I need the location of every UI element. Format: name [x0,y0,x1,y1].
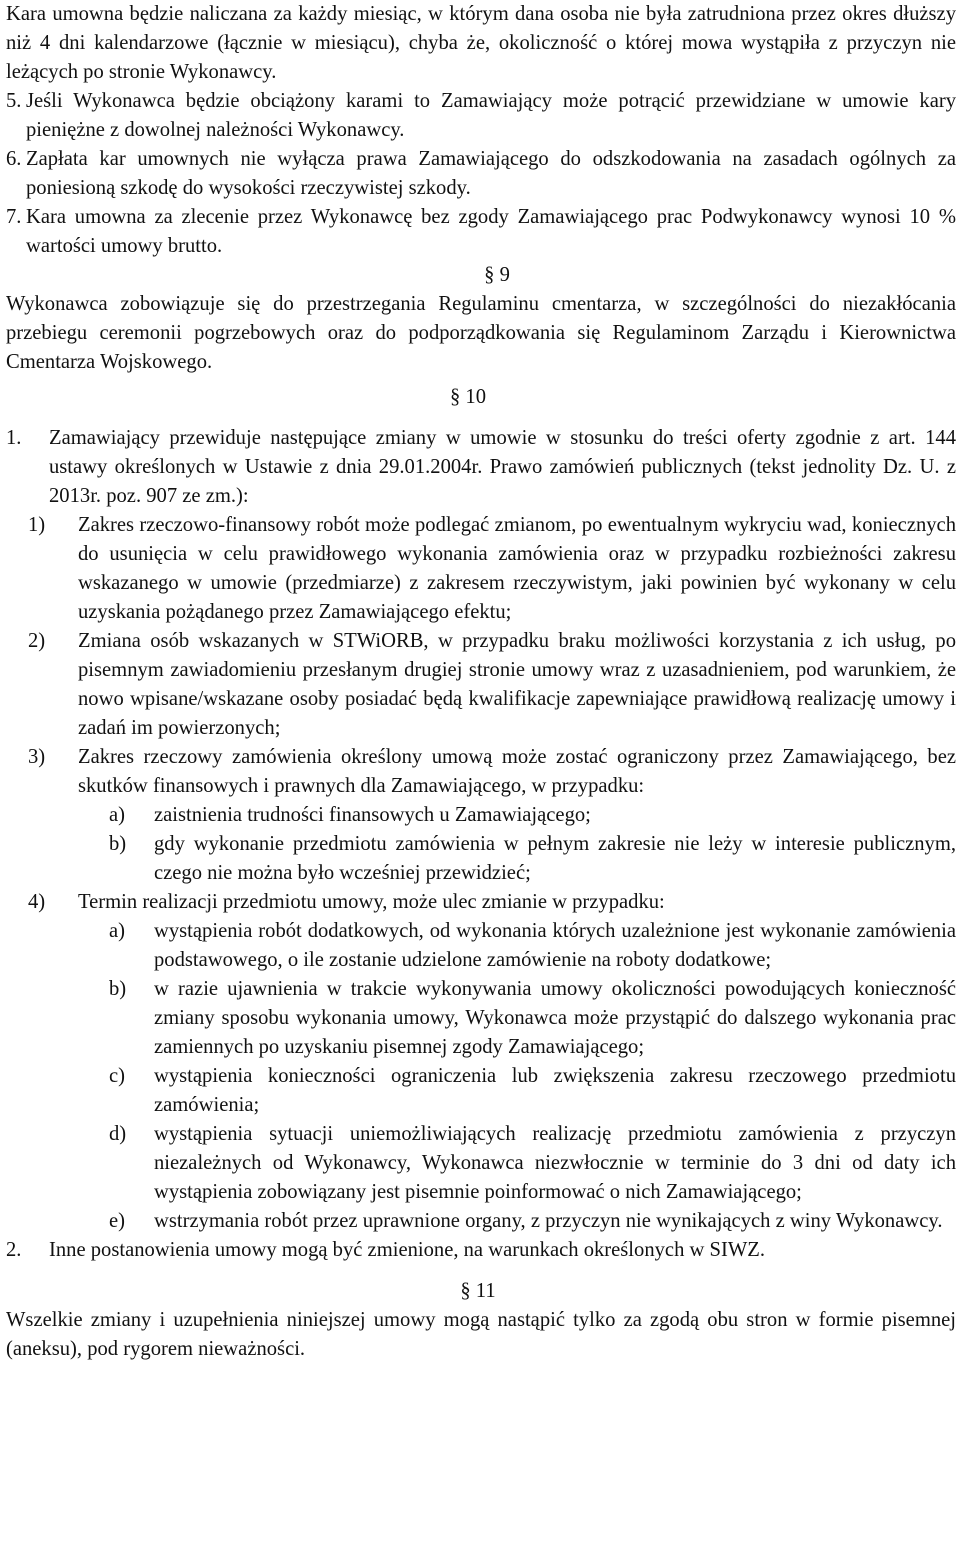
letter-label: a) [109,804,125,826]
section-10-heading: § 10 [449,386,487,408]
item-number: 1. [6,427,22,449]
letter-item-4c [109,1062,956,1120]
sub-item-4 [28,888,956,917]
letter-label: a) [109,920,125,942]
letter-item-4b [109,975,956,1062]
section-9-text: Wykonawca zobowiązuje się do przestrzegania Regulaminu cmentarza, w szczególności do niezakłócania przebiegu ceremonii pogrzebowych oraz do podporządkowania się Regulaminom Zarządu i Kierownictwa Cmentarza Wojskowego. [6,293,956,373]
intro-paragraph: Kara umowna będzie naliczana za każdy miesiąc, w którym dana osoba nie była zatrudniona przez okres dłuższy niż 4 dni kalendarzowe (łącznie w miesiącu), chyba że, okoliczność o której mowa wystąpiła z przyczyn nie leżących po stronie Wykonawcy. [6,3,956,83]
item-number: 5. [6,90,22,112]
item-number: 2. [6,1239,22,1261]
letter-label: e) [109,1210,125,1232]
sub-item-1 [28,511,956,627]
letter-text: w razie ujawnienia w trakcie wykonywania umowy okoliczności powodujących konieczność zmiany sposobu wykonania umowy, Wykonawca może przystąpić do dalszego wykonania prac zamiennych po uzyskaniu pisemnej zgody Zamawiającego; [154,978,956,1058]
section-10-point-1 [6,424,956,511]
letter-item-4a [109,917,956,975]
letter-item-4d [109,1120,956,1207]
section-10-point-2 [6,1236,956,1265]
item-text: Inne postanowienia umowy mogą być zmienione, na warunkach określonych w SIWZ. [49,1239,766,1261]
letter-label: d) [109,1123,127,1145]
sub-number: 1) [28,514,46,536]
item-5 [6,87,956,145]
item-number: 6. [6,148,22,170]
section-11-heading: § 11 [460,1280,496,1302]
letter-text: wystąpienia robót dodatkowych, od wykonania których uzależnione jest wykonanie zamówienia podstawowego, o ile zostanie udzielone zamówienie na roboty dodatkowe; [154,920,956,971]
item-6 [6,145,956,203]
letter-text: wystąpienia sytuacji uniemożliwiających realizację przedmiotu zamówienia z przyczyn niezależnych od Wykonawcy, Wykonawca niezwłocznie w terminie do 3 dni od daty ich wystąpienia zobowiązany jest pisemnie poinformować o nich Zamawiającego; [154,1123,956,1203]
sub-text: Termin realizacji przedmiotu umowy, może ulec zmianie w przypadku: [78,891,665,913]
letter-text: gdy wykonanie przedmiotu zamówienia w pełnym zakresie nie leży w interesie publicznym, czego nie można było wcześniej przewidzieć; [154,833,956,884]
sub-item-2 [28,627,956,743]
sub-number: 4) [28,891,46,913]
item-text: Kara umowna za zlecenie przez Wykonawcę bez zgody Zamawiającego prac Podwykonawcy wynosi 10 % wartości umowy brutto. [26,206,956,257]
sub-text: Zakres rzeczowy zamówienia określony umową może zostać ograniczony przez Zamawiającego, bez skutków finansowych i prawnych dla Zamawiającego, w przypadku: [78,746,956,797]
sub-number: 3) [28,746,46,768]
sub-text: Zakres rzeczowo-finansowy robót może podlegać zmianom, po ewentualnym wykryciu wad, koniecznych do usunięcia w celu prawidłowego wykonania zamówienia oraz w przypadku rozbieżności zakresu wskazanego w umowie (przedmiarze) z zakresem rzeczywistym, jaki powinien być wykonany w celu uzyskania pożądanego przez Zamawiającego efektu; [78,514,956,623]
sub-item-3 [28,743,956,801]
sub-text: Zmiana osób wskazanych w STWiORB, w przypadku braku możliwości korzystania z ich usług, po pisemnym zawiadomieniu przesłanym drugiej stronie umowy wraz z uzasadnieniem, pod warunkiem, że nowo wpisane/wskazane osoby posiadać będą kwalifikacje zapewniające prawidłową realizację umowy i zadań im powierzonych; [78,630,956,739]
letter-label: c) [109,1065,125,1087]
item-7 [6,203,956,261]
letter-item-3a [109,801,956,830]
item-text: Jeśli Wykonawca będzie obciążony karami to Zamawiający może potrącić przewidziane w umowie kary pieniężne z dowolnej należności Wykonawcy. [26,90,956,141]
section-9-heading: § 9 [484,264,510,286]
letter-item-4e [109,1207,956,1236]
letter-label: b) [109,978,127,1000]
letter-text: wystąpienia konieczności ograniczenia lub zwiększenia zakresu rzeczowego przedmiotu zamówienia; [154,1065,956,1116]
item-text: Zapłata kar umownych nie wyłącza prawa Zamawiającego do odszkodowania na zasadach ogólnych za poniesioną szkodę do wysokości rzeczywistej szkody. [26,148,956,199]
sub-number: 2) [28,630,46,652]
item-text: Zamawiający przewiduje następujące zmiany w umowie w stosunku do treści oferty zgodnie z art. 144 ustawy określonych w Ustawie z dnia 29.01.2004r. Prawo zamówień publicznych (tekst jednolity Dz. U. z 2013r. poz. 907 ze zm.): [49,427,956,507]
letter-text: wstrzymania robót przez uprawnione organy, z przyczyn nie wynikających z winy Wykonawcy. [154,1210,943,1232]
letter-label: b) [109,833,127,855]
letter-item-3b [109,830,956,888]
letter-text: zaistnienia trudności finansowych u Zamawiającego; [154,804,591,826]
item-number: 7. [6,206,22,228]
section-11-text: Wszelkie zmiany i uzupełnienia niniejszej umowy mogą nastąpić tylko za zgodą obu stron w formie pisemnej (aneksu), pod rygorem nieważności. [6,1309,956,1360]
document-page [6,0,956,1364]
